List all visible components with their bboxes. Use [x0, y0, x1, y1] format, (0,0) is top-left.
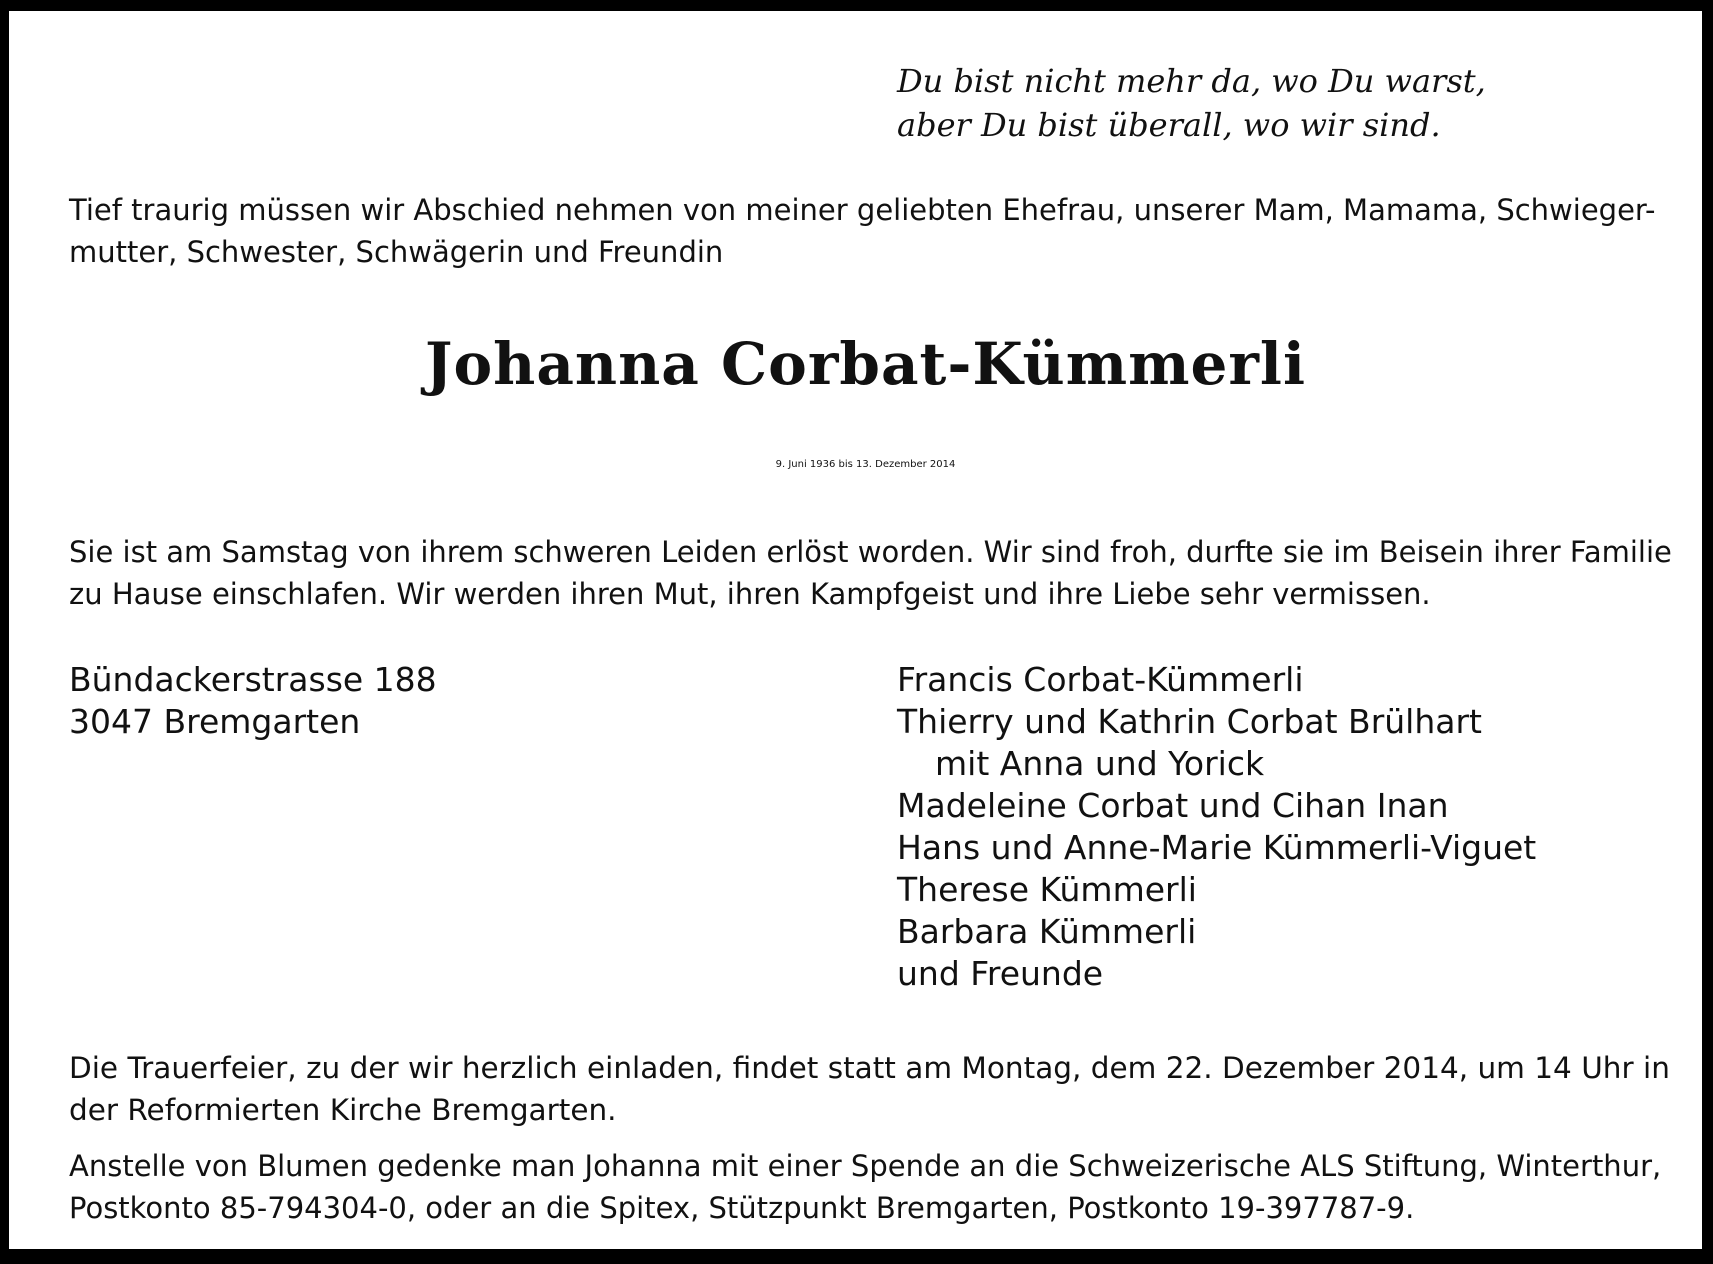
tribute-line: zu Hause einschlafen. Wir werden ihren Mut, ihren Kampfgeist und ihre Liebe sehr vermissen. — [69, 577, 1431, 611]
mourner-entry: Francis Corbat-Kümmerli — [897, 660, 1304, 699]
mourner-entry: Thierry und Kathrin Corbat Brülhart — [897, 702, 1482, 741]
donation-line: Postkonto 85-794304-0, oder an die Spitex, Stützpunkt Bremgarten, Postkonto 19-397787-9. — [69, 1191, 1415, 1225]
address-street: Bündackerstrasse 188 — [69, 660, 437, 699]
service-line: der Reformierten Kirche Bremgarten. — [69, 1093, 617, 1127]
tribute-paragraph — [69, 531, 1672, 615]
intro-line: Tief traurig müssen wir Abschied nehmen von meiner geliebten Ehefrau, unserer Mam, Mamama, Schwieger- — [69, 193, 1656, 227]
mourners-list — [897, 659, 1536, 995]
mourner-entry: Therese Kümmerli — [897, 870, 1197, 909]
service-line: Die Trauerfeier, zu der wir herzlich einladen, findet statt am Montag, dem 22. Dezember 2014, um 14 Uhr in — [69, 1051, 1670, 1085]
mourner-entry: Barbara Kümmerli — [897, 912, 1197, 951]
mourner-entry: mit Anna und Yorick — [935, 744, 1265, 783]
donation-line: Anstelle von Blumen gedenke man Johanna mit einer Spende an die Schweizerische ALS Stiftung, Winterthur, — [69, 1149, 1662, 1183]
service-paragraph — [69, 1047, 1670, 1131]
mourner-entry: Madeleine Corbat und Cihan Inan — [897, 786, 1449, 825]
quote-line: Du bist nicht mehr da, wo Du warst, — [897, 62, 1486, 100]
mourner-entry: und Freunde — [897, 954, 1104, 993]
mourner-entry: Hans und Anne-Marie Kümmerli-Viguet — [897, 828, 1537, 867]
address-city: 3047 Bremgarten — [69, 702, 361, 741]
family-address — [69, 659, 437, 743]
donation-paragraph — [69, 1145, 1661, 1229]
life-dates: 9. Juni 1936 bis 13. Dezember 2014 — [775, 459, 956, 470]
tribute-line: Sie ist am Samstag von ihrem schweren Leiden erlöst worden. Wir sind froh, durfte sie im Beisein ihrer Familie — [69, 535, 1672, 569]
intro-line: mutter, Schwester, Schwägerin und Freundin — [69, 235, 724, 269]
deceased-name: Johanna Corbat-Kümmerli — [425, 330, 1306, 398]
intro-paragraph — [69, 189, 1655, 273]
epigraph-quote — [897, 59, 1486, 147]
quote-line: aber Du bist überall, wo wir sind. — [897, 106, 1441, 144]
